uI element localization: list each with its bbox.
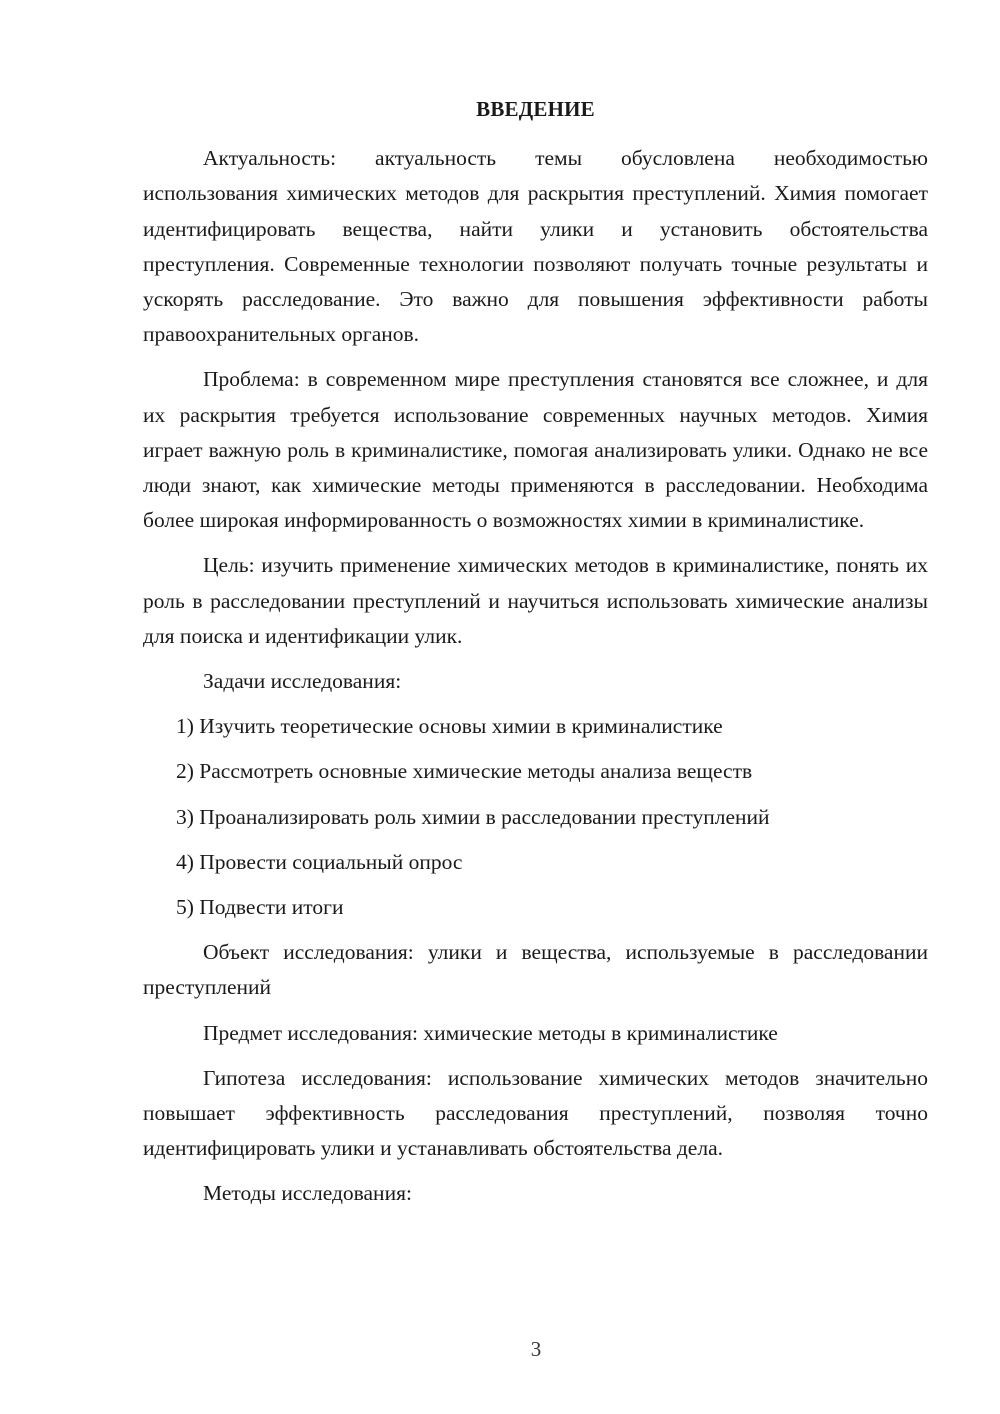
list-item: 1) Изучить теоретические основы химии в криминалистике [176,714,723,739]
methods-heading: Методы исследования: [203,1181,412,1206]
tasks-heading: Задачи исследования: [203,669,402,694]
page-number: 3 [530,1337,542,1361]
paragraph-object: Объект исследования: улики и вещества, используемые в расследовании преступлений [143,940,928,1000]
paragraph-goal: Цель: изучить применение химических методов в криминалистике, понять их роль в расследовании преступлений и научиться использовать химические анализы для поиска и идентификации улик. [143,553,928,648]
paragraph-problem: Проблема: в современном мире преступления становятся все сложнее, и для их раскрытия требуется использование современных научных методов. Химия играет важную роль в криминалистике, помогая анализировать улики. Однако не все люди знают, как химические методы применяются в расследовании. Необходима более широкая информированность о возможностях химии в криминалистике. [143,367,928,533]
paragraph-relevance: Актуальность: актуальность темы обусловлена необходимостью использования химических методов для раскрытия преступлений. Химия помогает идентифицировать вещества, найти улики и установить обстоятельства преступления. Современные технологии позволяют получать точные результаты и ускорять расследование. Это важно для повышения эффективности работы правоохранительных органов. [143,146,928,347]
page-content [143,92,928,1222]
list-item: 3) Проанализировать роль химии в расследовании преступлений [176,804,770,829]
tasks-list [143,709,928,925]
list-item: 5) Подвести итоги [176,895,344,920]
paragraph-hypothesis: Гипотеза исследования: использование химических методов значительно повышает эффективность расследования преступлений, позволяя точно идентифицировать улики и устанавливать обстоятельства дела. [143,1065,928,1161]
list-item: 2) Рассмотреть основные химические методы анализа веществ [176,759,753,784]
list-item: 4) Провести социальный опрос [176,849,463,874]
paragraph-subject: Предмет исследования: химические методы в криминалистике [203,1020,778,1045]
page-title: ВВЕДЕНИЕ [476,97,595,121]
